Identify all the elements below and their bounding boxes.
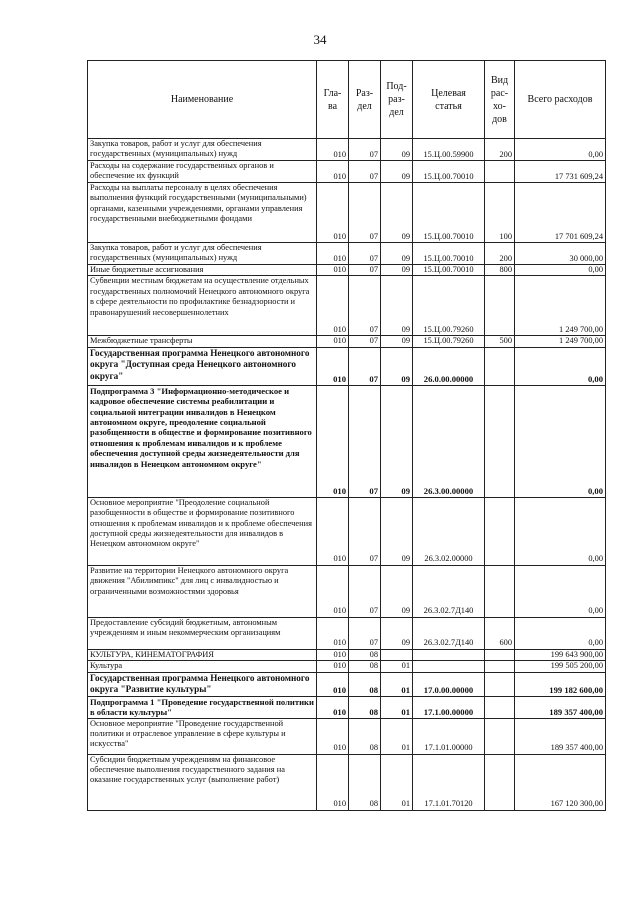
header-line: статья <box>435 100 462 112</box>
cell-target <box>413 661 485 672</box>
header-line: ва <box>327 100 338 112</box>
cell-razdel: 08 <box>349 661 381 672</box>
table-row <box>88 385 606 497</box>
cell-vid: 800 <box>485 265 515 276</box>
cell-razdel: 07 <box>349 265 381 276</box>
cell-target: 17.1.00.00000 <box>413 696 485 718</box>
cell-glava: 010 <box>317 497 349 565</box>
cell-glava: 010 <box>317 347 349 385</box>
cell-total: 0,00 <box>515 497 606 565</box>
cell-vid <box>485 718 515 754</box>
cell-razdel: 07 <box>349 276 381 336</box>
cell-vid: 500 <box>485 336 515 347</box>
table-body <box>88 139 606 811</box>
cell-vid <box>485 161 515 183</box>
cell-razdel: 08 <box>349 649 381 660</box>
cell-glava: 010 <box>317 696 349 718</box>
cell-podrazdel: 09 <box>381 565 413 617</box>
cell-name: Предоставление субсидий бюджетным, автономным учреждениям и иным некоммерческим организациям <box>88 617 317 649</box>
cell-vid: 100 <box>485 183 515 243</box>
table-row <box>88 347 606 385</box>
table-row <box>88 276 606 336</box>
header-line: Раз- <box>355 87 374 99</box>
table-row <box>88 139 606 161</box>
cell-total: 189 357 400,00 <box>515 718 606 754</box>
cell-razdel: 08 <box>349 718 381 754</box>
cell-total: 17 731 609,24 <box>515 161 606 183</box>
cell-name: Межбюджетные трансферты <box>88 336 317 347</box>
cell-total: 30 000,00 <box>515 243 606 265</box>
cell-total: 0,00 <box>515 347 606 385</box>
cell-vid <box>485 347 515 385</box>
cell-name: Развитие на территории Ненецкого автономного округа движения "Абилимпикс" для лиц с инвалидностью и ограниченными возможностями здоровья <box>88 565 317 617</box>
header-razdel <box>349 61 381 139</box>
cell-razdel: 07 <box>349 385 381 497</box>
cell-razdel: 08 <box>349 672 381 696</box>
cell-target: 15.Ц.00.79260 <box>413 276 485 336</box>
cell-glava: 010 <box>317 617 349 649</box>
cell-name: Расходы на содержание государственных органов и обеспечение их функций <box>88 161 317 183</box>
cell-name: Основное мероприятие "Преодоление социальной разобщенности в обществе и формирование позитивного отношения к проблемам инвалидов и к проблеме обеспечения доступной среды жизнедеятельности для инвалидов в Ненецком автономном округе" <box>88 497 317 565</box>
cell-name: Государственная программа Ненецкого автономного округа "Развитие культуры" <box>88 672 317 696</box>
cell-name: Субсидии бюджетным учреждениям на финансовое обеспечение выполнения государственного задания на оказание государственных услуг (выполнение работ) <box>88 754 317 810</box>
cell-vid <box>485 696 515 718</box>
cell-glava: 010 <box>317 649 349 660</box>
cell-name: Основное мероприятие "Проведение государственной политики и отраслевое управление в сфере культуры и искусства" <box>88 718 317 754</box>
cell-total: 199 182 600,00 <box>515 672 606 696</box>
cell-razdel: 07 <box>349 347 381 385</box>
cell-target: 15.Ц.00.59900 <box>413 139 485 161</box>
cell-razdel: 07 <box>349 336 381 347</box>
cell-target: 17.1.01.70120 <box>413 754 485 810</box>
header-name: Наименование <box>88 61 317 139</box>
header-total: Всего расходов <box>515 61 606 139</box>
cell-target: 15.Ц.00.70010 <box>413 243 485 265</box>
cell-podrazdel: 01 <box>381 718 413 754</box>
table-row <box>88 183 606 243</box>
cell-glava: 010 <box>317 243 349 265</box>
cell-vid <box>485 565 515 617</box>
cell-podrazdel: 09 <box>381 139 413 161</box>
cell-razdel: 07 <box>349 243 381 265</box>
cell-vid <box>485 276 515 336</box>
cell-name: Субвенции местным бюджетам на осуществление отдельных государственных полномочий Ненецкого автономного округа в сфере деятельности по профилактике безнадзорности и правонарушений несовершеннолетних <box>88 276 317 336</box>
cell-target: 17.0.00.00000 <box>413 672 485 696</box>
cell-podrazdel: 09 <box>381 183 413 243</box>
budget-table <box>87 60 606 811</box>
header-line: дел <box>357 100 372 112</box>
cell-total: 0,00 <box>515 565 606 617</box>
table-row <box>88 336 606 347</box>
cell-vid <box>485 661 515 672</box>
cell-target: 15.Ц.00.70010 <box>413 161 485 183</box>
cell-razdel: 07 <box>349 617 381 649</box>
cell-vid: 200 <box>485 139 515 161</box>
cell-total: 0,00 <box>515 139 606 161</box>
header-cel <box>413 61 485 139</box>
cell-target: 26.3.00.00000 <box>413 385 485 497</box>
cell-total: 167 120 300,00 <box>515 754 606 810</box>
page-number: 34 <box>313 32 327 47</box>
table-row <box>88 565 606 617</box>
cell-target: 17.1.01.00000 <box>413 718 485 754</box>
cell-name: Подпрограмма 1 "Проведение государственной политики в области культуры" <box>88 696 317 718</box>
table-row <box>88 617 606 649</box>
cell-target <box>413 649 485 660</box>
header-line: Гла- <box>323 87 342 99</box>
cell-podrazdel: 09 <box>381 617 413 649</box>
cell-name: Закупка товаров, работ и услуг для обеспечения государственных (муниципальных) нужд <box>88 243 317 265</box>
cell-total: 1 249 700,00 <box>515 336 606 347</box>
cell-glava: 010 <box>317 265 349 276</box>
table-row <box>88 696 606 718</box>
header-line: дов <box>492 113 507 125</box>
header-line: хо- <box>493 100 506 112</box>
cell-glava: 010 <box>317 565 349 617</box>
cell-target: 26.0.00.00000 <box>413 347 485 385</box>
cell-glava: 010 <box>317 718 349 754</box>
cell-vid <box>485 754 515 810</box>
cell-total: 189 357 400,00 <box>515 696 606 718</box>
table-row <box>88 497 606 565</box>
cell-target: 26.3.02.7Д140 <box>413 565 485 617</box>
cell-vid <box>485 385 515 497</box>
cell-total: 1 249 700,00 <box>515 276 606 336</box>
cell-target: 26.3.02.00000 <box>413 497 485 565</box>
cell-podrazdel: 09 <box>381 385 413 497</box>
cell-podrazdel: 09 <box>381 497 413 565</box>
cell-target: 15.Ц.00.70010 <box>413 183 485 243</box>
cell-target: 15.Ц.00.79260 <box>413 336 485 347</box>
table-row <box>88 265 606 276</box>
header-vid <box>485 61 515 139</box>
header-glava <box>317 61 349 139</box>
cell-total: 0,00 <box>515 385 606 497</box>
cell-target: 15.Ц.00.70010 <box>413 265 485 276</box>
cell-name: КУЛЬТУРА, КИНЕМАТОГРАФИЯ <box>88 649 317 660</box>
cell-name: Закупка товаров, работ и услуг для обеспечения государственных (муниципальных) нужд <box>88 139 317 161</box>
cell-podrazdel: 09 <box>381 336 413 347</box>
header-line: раз- <box>388 94 405 105</box>
table-row <box>88 672 606 696</box>
cell-target: 26.3.02.7Д140 <box>413 617 485 649</box>
cell-podrazdel: 01 <box>381 661 413 672</box>
cell-name: Государственная программа Ненецкого автономного округа "Доступная среда Ненецкого автономного округа" <box>88 347 317 385</box>
cell-razdel: 07 <box>349 183 381 243</box>
header-line: Под- <box>386 81 407 92</box>
cell-name: Подпрограмма 3 "Информационно-методическое и кадровое обеспечение системы реабилитации и социальной интеграции инвалидов в Ненецком автономном округе, преодоление социальной разобщенности в обществе и формирование позитивного отношения к проблемам инвалидов и к проблеме обеспечения доступной среды жизнедеятельности для инвалидов в Ненецком автономном округе" <box>88 385 317 497</box>
cell-podrazdel <box>381 649 413 660</box>
cell-razdel: 07 <box>349 139 381 161</box>
table-row <box>88 649 606 660</box>
header-row <box>88 61 606 139</box>
cell-name: Культура <box>88 661 317 672</box>
cell-podrazdel: 01 <box>381 696 413 718</box>
cell-glava: 010 <box>317 754 349 810</box>
header-line: Вид <box>490 74 509 86</box>
cell-razdel: 08 <box>349 696 381 718</box>
cell-podrazdel: 09 <box>381 265 413 276</box>
table-row <box>88 718 606 754</box>
table-row <box>88 243 606 265</box>
header-line: дел <box>389 107 404 118</box>
table-row <box>88 161 606 183</box>
cell-glava: 010 <box>317 276 349 336</box>
cell-razdel: 07 <box>349 565 381 617</box>
cell-vid <box>485 497 515 565</box>
cell-glava: 010 <box>317 661 349 672</box>
cell-total: 199 643 900,00 <box>515 649 606 660</box>
cell-glava: 010 <box>317 183 349 243</box>
cell-total: 17 701 609,24 <box>515 183 606 243</box>
cell-total: 0,00 <box>515 617 606 649</box>
cell-podrazdel: 09 <box>381 161 413 183</box>
cell-vid: 600 <box>485 617 515 649</box>
cell-glava: 010 <box>317 139 349 161</box>
cell-razdel: 07 <box>349 161 381 183</box>
cell-glava: 010 <box>317 385 349 497</box>
header-line: рас- <box>490 87 509 99</box>
cell-podrazdel: 09 <box>381 347 413 385</box>
cell-glava: 010 <box>317 161 349 183</box>
cell-vid <box>485 672 515 696</box>
cell-name: Расходы на выплаты персоналу в целях обеспечения выполнения функций государственными (муниципальными) органами, казенными учреждениями, органами управления государственными внебюджетными фондами <box>88 183 317 243</box>
cell-glava: 010 <box>317 336 349 347</box>
cell-razdel: 07 <box>349 497 381 565</box>
cell-total: 0,00 <box>515 265 606 276</box>
cell-podrazdel: 09 <box>381 243 413 265</box>
cell-glava: 010 <box>317 672 349 696</box>
header-podrazdel <box>381 61 413 139</box>
header-line: Целевая <box>431 87 466 99</box>
table-row <box>88 661 606 672</box>
cell-vid: 200 <box>485 243 515 265</box>
cell-razdel: 08 <box>349 754 381 810</box>
cell-name: Иные бюджетные ассигнования <box>88 265 317 276</box>
cell-vid <box>485 649 515 660</box>
table-row <box>88 754 606 810</box>
cell-podrazdel: 01 <box>381 672 413 696</box>
cell-podrazdel: 09 <box>381 276 413 336</box>
cell-podrazdel: 01 <box>381 754 413 810</box>
cell-total: 199 505 200,00 <box>515 661 606 672</box>
